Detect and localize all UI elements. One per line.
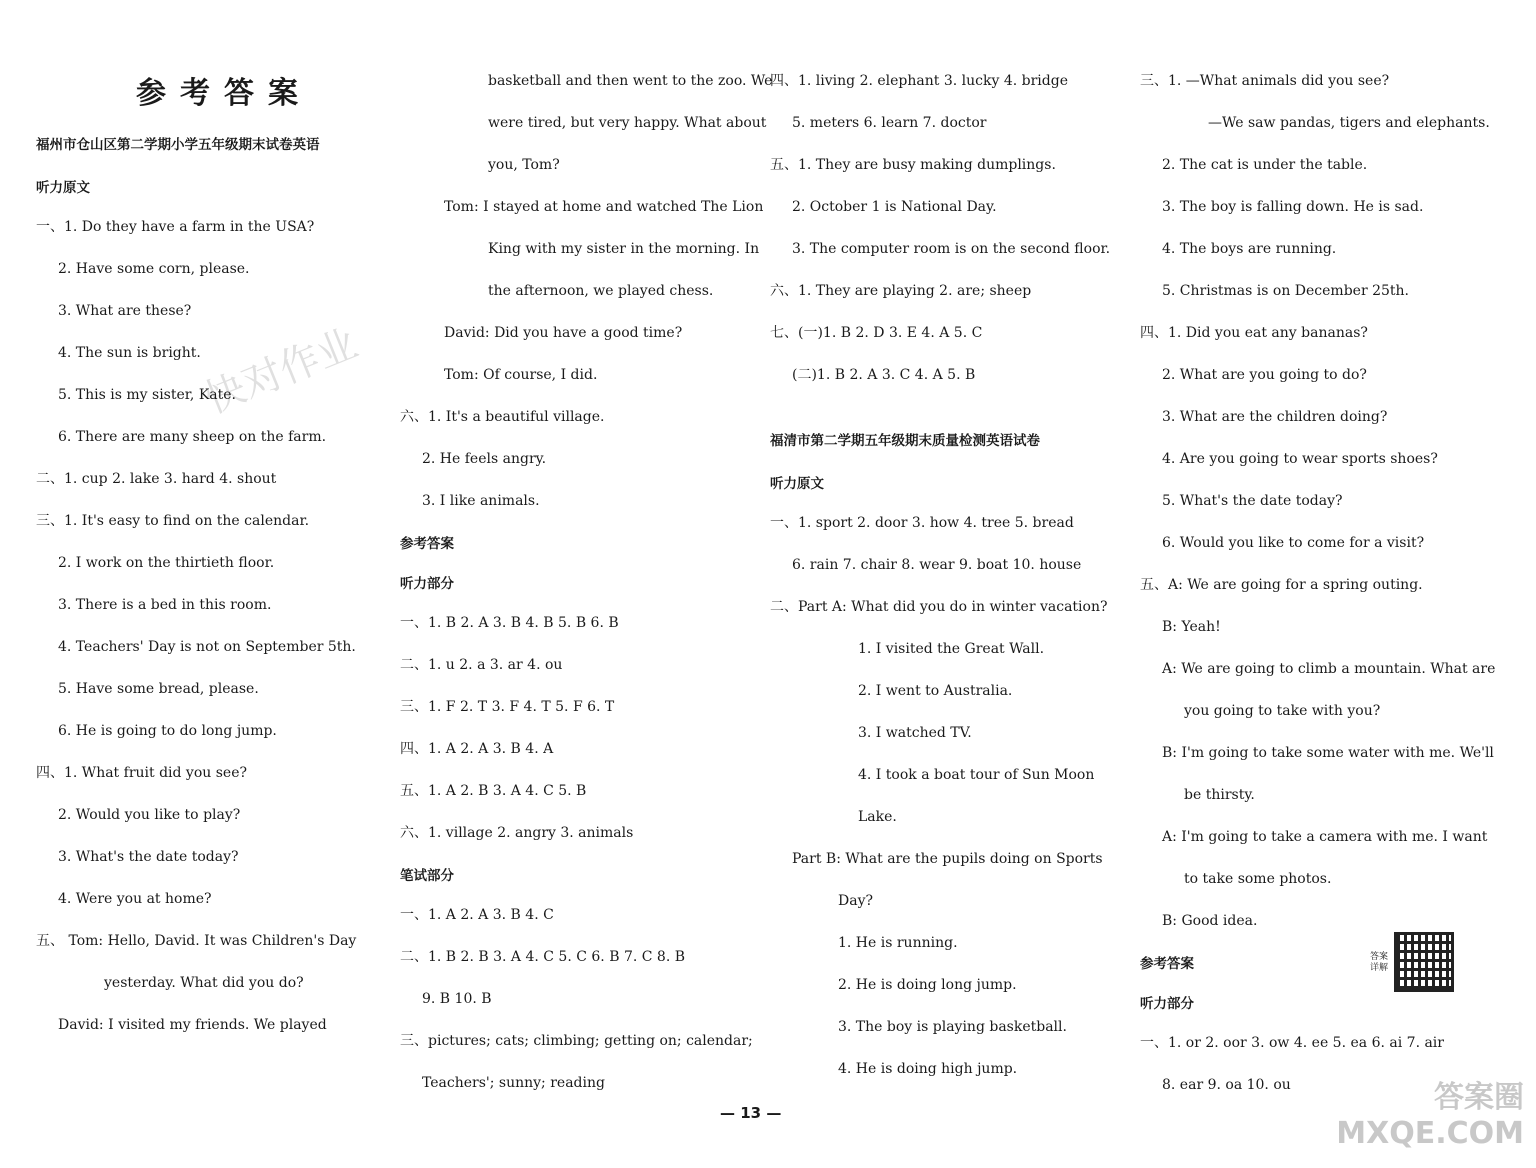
text-line: 三、1. It's easy to find on the calendar. bbox=[36, 513, 310, 529]
answer-line: 六、1. village 2. angry 3. animals bbox=[400, 825, 634, 841]
text-line: 4. Were you at home? bbox=[58, 891, 212, 907]
text-line: 2. Would you like to play? bbox=[58, 807, 241, 823]
page-number: — 13 — bbox=[720, 1104, 782, 1122]
text-line: B: Good idea. bbox=[1162, 913, 1258, 929]
text-line: to take some photos. bbox=[1184, 871, 1332, 887]
text-line: 6. rain 7. chair 8. wear 9. boat 10. house bbox=[792, 557, 1082, 573]
text-line: 2. Have some corn, please. bbox=[58, 261, 250, 277]
answer-line: 一、1. or 2. oor 3. ow 4. ee 5. ea 6. ai 7. air bbox=[1140, 1035, 1444, 1051]
answer-line: 四、1. living 2. elephant 3. lucky 4. bridge bbox=[770, 73, 1068, 89]
text-line: 四、1. What fruit did you see? bbox=[36, 765, 247, 781]
text-line: 4. He is doing high jump. bbox=[838, 1061, 1018, 1077]
text-line: be thirsty. bbox=[1184, 787, 1255, 803]
text-line: 一、1. sport 2. door 3. how 4. tree 5. bread bbox=[770, 515, 1074, 531]
text-line: A: I'm going to take a camera with me. I want bbox=[1162, 829, 1488, 845]
section-label: 听力原文 bbox=[36, 180, 90, 196]
text-line: 二、Part A: What did you do in winter vacation? bbox=[770, 599, 1108, 615]
text-line: 3. The boy is falling down. He is sad. bbox=[1162, 199, 1424, 215]
answer-line: 2. October 1 is National Day. bbox=[792, 199, 997, 215]
listening-label: 听力部分 bbox=[400, 576, 454, 592]
text-line: 2. He is doing long jump. bbox=[838, 977, 1017, 993]
answer-label: 参考答案 bbox=[1140, 956, 1194, 972]
text-line: 2. I work on the thirtieth floor. bbox=[58, 555, 275, 571]
text-line: the afternoon, we played chess. bbox=[488, 283, 714, 299]
text-line: 3. What's the date today? bbox=[58, 849, 239, 865]
text-line: —We saw pandas, tigers and elephants. bbox=[1208, 115, 1490, 131]
text-line: 2. The cat is under the table. bbox=[1162, 157, 1368, 173]
text-line: 3. There is a bed in this room. bbox=[58, 597, 272, 613]
text-line: 5. This is my sister, Kate. bbox=[58, 387, 237, 403]
text-line: 2. He feels angry. bbox=[422, 451, 547, 467]
answer-line: 四、1. A 2. A 3. B 4. A bbox=[400, 741, 554, 757]
text-line: David: Did you have a good time? bbox=[444, 325, 683, 341]
text-line: 5. What's the date today? bbox=[1162, 493, 1343, 509]
text-line: B: Yeah! bbox=[1162, 619, 1221, 635]
text-line: 3. What are these? bbox=[58, 303, 192, 319]
text-line: 4. The boys are running. bbox=[1162, 241, 1337, 257]
answer-line: 一、1. A 2. A 3. B 4. C bbox=[400, 907, 554, 923]
qr-caption: 答案详解 bbox=[1370, 952, 1389, 973]
column-3 bbox=[770, 60, 1130, 1090]
text-line: 3. I like animals. bbox=[422, 493, 540, 509]
text-line: 六、1. It's a beautiful village. bbox=[400, 409, 605, 425]
text-line: King with my sister in the morning. In bbox=[488, 241, 760, 257]
column-1 bbox=[36, 60, 386, 1046]
text-line: you, Tom? bbox=[488, 157, 560, 173]
answer-line: 8. ear 9. oa 10. ou bbox=[1162, 1077, 1291, 1093]
page-title: 参考答案 bbox=[136, 76, 312, 111]
text-line: Part B: What are the pupils doing on Sports bbox=[792, 851, 1103, 867]
text-line: 4. Teachers' Day is not on September 5th. bbox=[58, 639, 356, 655]
text-line: basketball and then went to the zoo. We bbox=[488, 73, 773, 89]
text-line: David: I visited my friends. We played bbox=[58, 1017, 327, 1033]
text-line: 1. He is running. bbox=[838, 935, 958, 951]
exam-title: 福州市仓山区第二学期小学五年级期末试卷英语 bbox=[36, 137, 320, 153]
answer-line: Teachers'; sunny; reading bbox=[422, 1075, 605, 1091]
text-line: 6. Would you like to come for a visit? bbox=[1162, 535, 1425, 551]
text-line: 四、1. Did you eat any bananas? bbox=[1140, 325, 1368, 341]
text-line: 五、A: We are going for a spring outing. bbox=[1140, 577, 1423, 593]
text-line: 一、1. Do they have a farm in the USA? bbox=[36, 219, 315, 235]
text-line: 2. What are you going to do? bbox=[1162, 367, 1367, 383]
text-line: 5. Have some bread, please. bbox=[58, 681, 259, 697]
text-line: 3. The boy is playing basketball. bbox=[838, 1019, 1067, 1035]
written-label: 笔试部分 bbox=[400, 868, 454, 884]
answer-line: 9. B 10. B bbox=[422, 991, 492, 1007]
text-line: 三、1. —What animals did you see? bbox=[1140, 73, 1390, 89]
text-line: Tom: I stayed at home and watched The Lion bbox=[444, 199, 764, 215]
text-line: Tom: Of course, I did. bbox=[444, 367, 598, 383]
text-line: 二、1. cup 2. lake 3. hard 4. shout bbox=[36, 471, 277, 487]
text-line: 4. Are you going to wear sports shoes? bbox=[1162, 451, 1438, 467]
text-line: B: I'm going to take some water with me. We'll bbox=[1162, 745, 1494, 761]
text-line: 3. What are the children doing? bbox=[1162, 409, 1388, 425]
text-line: 5. Christmas is on December 25th. bbox=[1162, 283, 1409, 299]
answer-line: 六、1. They are playing 2. are; sheep bbox=[770, 283, 1032, 299]
answer-line: 五、1. A 2. B 3. A 4. C 5. B bbox=[400, 783, 587, 799]
text-line: Day? bbox=[838, 893, 873, 909]
answer-label: 参考答案 bbox=[400, 536, 454, 552]
answer-line: 3. The computer room is on the second floor. bbox=[792, 241, 1111, 257]
text-line: 1. I visited the Great Wall. bbox=[858, 641, 1045, 657]
answer-line: 5. meters 6. learn 7. doctor bbox=[792, 115, 987, 131]
answer-line: (二)1. B 2. A 3. C 4. A 5. B bbox=[792, 367, 976, 383]
column-2 bbox=[400, 60, 773, 1104]
answer-line: 一、1. B 2. A 3. B 4. B 5. B 6. B bbox=[400, 615, 619, 631]
answer-line: 三、1. F 2. T 3. F 4. T 5. F 6. T bbox=[400, 699, 615, 715]
text-line: 4. I took a boat tour of Sun Moon bbox=[858, 767, 1095, 783]
section-label: 听力原文 bbox=[770, 476, 824, 492]
text-line: A: We are going to climb a mountain. What are bbox=[1162, 661, 1496, 677]
answer-line: 二、1. B 2. B 3. A 4. C 5. C 6. B 7. C 8. B bbox=[400, 949, 686, 965]
text-line: 6. He is going to do long jump. bbox=[58, 723, 277, 739]
answer-line: 二、1. u 2. a 3. ar 4. ou bbox=[400, 657, 563, 673]
text-line: Lake. bbox=[858, 809, 897, 825]
exam-title: 福清市第二学期五年级期末质量检测英语试卷 bbox=[770, 433, 1040, 449]
text-line: 3. I watched TV. bbox=[858, 725, 972, 741]
answer-line: 五、1. They are busy making dumplings. bbox=[770, 157, 1056, 173]
text-line: you going to take with you? bbox=[1184, 703, 1381, 719]
qr-code-icon[interactable] bbox=[1394, 932, 1454, 992]
text-line: 6. There are many sheep on the farm. bbox=[58, 429, 327, 445]
answer-line: 三、pictures; cats; climbing; getting on; calendar; bbox=[400, 1033, 753, 1049]
faint-watermark-center: 快对作业 bbox=[198, 320, 365, 424]
answer-line: 七、(一)1. B 2. D 3. E 4. A 5. C bbox=[770, 325, 983, 341]
text-line: 2. I went to Australia. bbox=[858, 683, 1013, 699]
text-line: were tired, but very happy. What about bbox=[488, 115, 767, 131]
listening-label: 听力部分 bbox=[1140, 996, 1194, 1012]
site-watermark: 答案圈 MXQE.COM bbox=[1336, 1080, 1524, 1151]
text-line: 4. The sun is bright. bbox=[58, 345, 201, 361]
text-line: 五、 Tom: Hello, David. It was Children's Day bbox=[36, 933, 357, 949]
text-line: yesterday. What did you do? bbox=[104, 975, 304, 991]
